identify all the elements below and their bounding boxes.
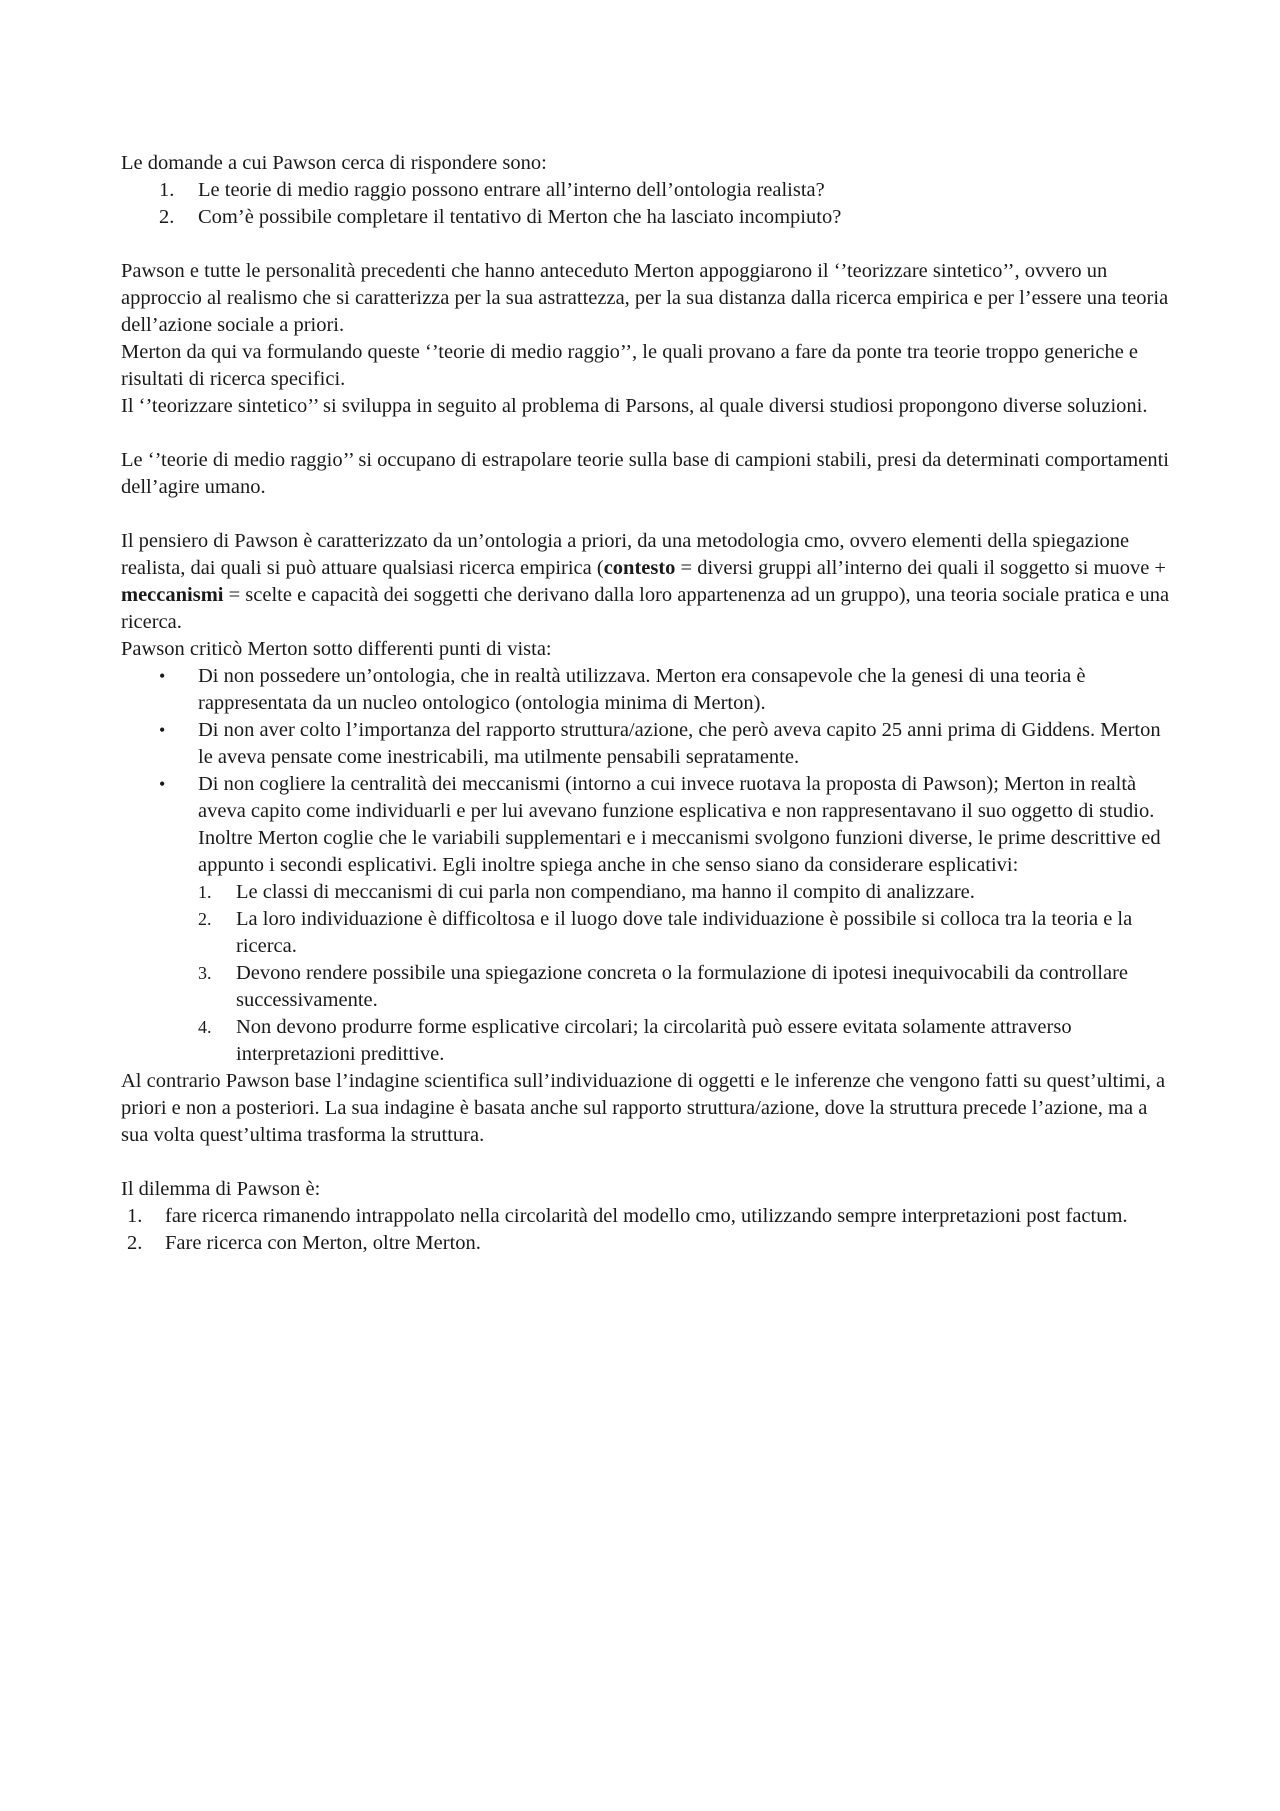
bold-term-meccanismi: meccanismi (121, 584, 224, 606)
list-number: 2. (127, 1232, 143, 1254)
bullet-marker: • (159, 666, 166, 686)
list-item (121, 879, 1170, 906)
text-run: = diversi gruppi all’interno dei quali il soggetto si muove + (675, 557, 1166, 579)
list-item (121, 1230, 1170, 1257)
questions-list (121, 177, 1170, 231)
list-item-text: La loro individuazione è difficoltosa e il luogo dove tale individuazione è possibile si colloca tra la teoria e la ricerca. (236, 908, 1133, 957)
list-item (121, 663, 1170, 717)
list-number: 1. (127, 1205, 143, 1227)
list-item (121, 1014, 1170, 1068)
paragraph-al-contrario: Al contrario Pawson base l’indagine scientifica sull’individuazione di oggetti e le inferenze che vengono fatti su quest’ultimi, a priori e non a posteriori. La sua indagine è basata anche sul rapporto struttura/azione, dove la struttura precede l’azione, ma a sua volta quest’ultima trasforma la struttura. (121, 1070, 1166, 1146)
list-item-text: Le teorie di medio raggio possono entrare all’interno dell’ontologia realista? (198, 179, 825, 201)
bullet-marker: • (159, 774, 166, 794)
paragraph-critica: Pawson criticò Merton sotto differenti punti di vista: (121, 638, 552, 660)
paragraph-parsons: Il ‘’teorizzare sintetico’’ si sviluppa in seguito al problema di Parsons, al quale diversi studiosi propongono diverse soluzioni. (121, 395, 1148, 417)
list-item-text: Di non cogliere la centralità dei meccanismi (intorno a cui invece ruotava la proposta di Pawson); Merton in realtà aveva capito come individuarli e per lui avevano funzione esplicativa e non rappresentavano il suo oggetto di studio. Inoltre Merton coglie che le variabili supplementari e i meccanismi svolgono funzioni diverse, le prime descrittive ed appunto i secondi esplicativi. Egli inoltre spiega anche in che senso siano da considerare esplicativi: (198, 773, 1161, 876)
list-item-text: Le classi di meccanismi di cui parla non compendiano, ma hanno il compito di analizzare. (236, 881, 975, 903)
text-run: Il pensiero di Pawson è caratterizzato da un’ontologia a priori, da una metodologia cmo, ovvero elementi della spiegazione realista, dai quali si può attuare qualsiasi ricerca empirica ( (121, 530, 1130, 579)
text-run: = scelte e capacità dei soggetti che derivano dalla loro appartenenza ad un gruppo), una teoria sociale pratica e una ricerca. (121, 584, 1170, 633)
paragraph-teorizzare-sintetico: Pawson e tutte le personalità precedenti che hanno anteceduto Merton appoggiarono il ‘’teorizzare sintetico’’, ovvero un approccio al realismo che si caratterizza per la sua astrattezza, per la sua distanza dalla ricerca empirica e per l’essere una teoria dell’azione sociale a priori. (121, 260, 1169, 336)
list-item-text: Devono rendere possibile una spiegazione concreta o la formulazione di ipotesi inequivocabili da controllare successivamente. (236, 962, 1129, 1011)
list-item-text: Com’è possibile completare il tentativo di Merton che ha lasciato incompiuto? (198, 206, 842, 228)
paragraph-teorie-medio-raggio: Le ‘’teorie di medio raggio’’ si occupano di estrapolare teorie sulla base di campioni stabili, presi da determinati comportamenti dell’agire umano. (121, 449, 1169, 498)
list-item (121, 1203, 1170, 1230)
list-item (121, 960, 1170, 1014)
list-item (121, 717, 1170, 771)
list-item (121, 771, 1170, 1068)
list-item-text: Di non aver colto l’importanza del rapporto struttura/azione, che però aveva capito 25 anni prima di Giddens. Merton le aveva pensate come inestricabili, ma utilmente pensabili sepratamente. (198, 719, 1161, 768)
list-number: 4. (198, 1017, 212, 1037)
paragraph-medio-raggio-merton: Merton da qui va formulando queste ‘’teorie di medio raggio’’, le quali provano a fare da ponte tra teorie troppo generiche e risultati di ricerca specifici. (121, 341, 1139, 390)
paragraph-dilemma-intro: Il dilemma di Pawson è: (121, 1178, 321, 1200)
list-number: 2. (159, 206, 175, 228)
bullet-marker: • (159, 720, 166, 740)
list-number: 1. (159, 179, 175, 201)
bullet-list (121, 663, 1170, 1068)
list-item (121, 906, 1170, 960)
paragraph-pensiero-pawson (121, 528, 1170, 636)
list-item-text: fare ricerca rimanendo intrappolato nella circolarità del modello cmo, utilizzando sempre interpretazioni post factum. (165, 1205, 1128, 1227)
list-number: 2. (198, 909, 212, 929)
nested-numbered-list (198, 879, 1170, 1068)
list-item (121, 177, 1170, 204)
list-item-text: Non devono produrre forme esplicative circolari; la circolarità può essere evitata solamente attraverso interpretazioni predittive. (236, 1016, 1072, 1065)
list-number: 1. (198, 882, 212, 902)
bold-term-contesto: contesto (603, 557, 676, 579)
list-item-text: Fare ricerca con Merton, oltre Merton. (165, 1232, 481, 1254)
dilemma-list (121, 1203, 1170, 1257)
list-item-text: Di non possedere un’ontologia, che in realtà utilizzava. Merton era consapevole che la genesi di una teoria è rappresentata da un nucleo ontologico (ontologia minima di Merton). (198, 665, 1086, 714)
list-number: 3. (198, 963, 212, 983)
list-item (121, 204, 1170, 231)
intro-paragraph: Le domande a cui Pawson cerca di rispondere sono: (121, 152, 547, 174)
